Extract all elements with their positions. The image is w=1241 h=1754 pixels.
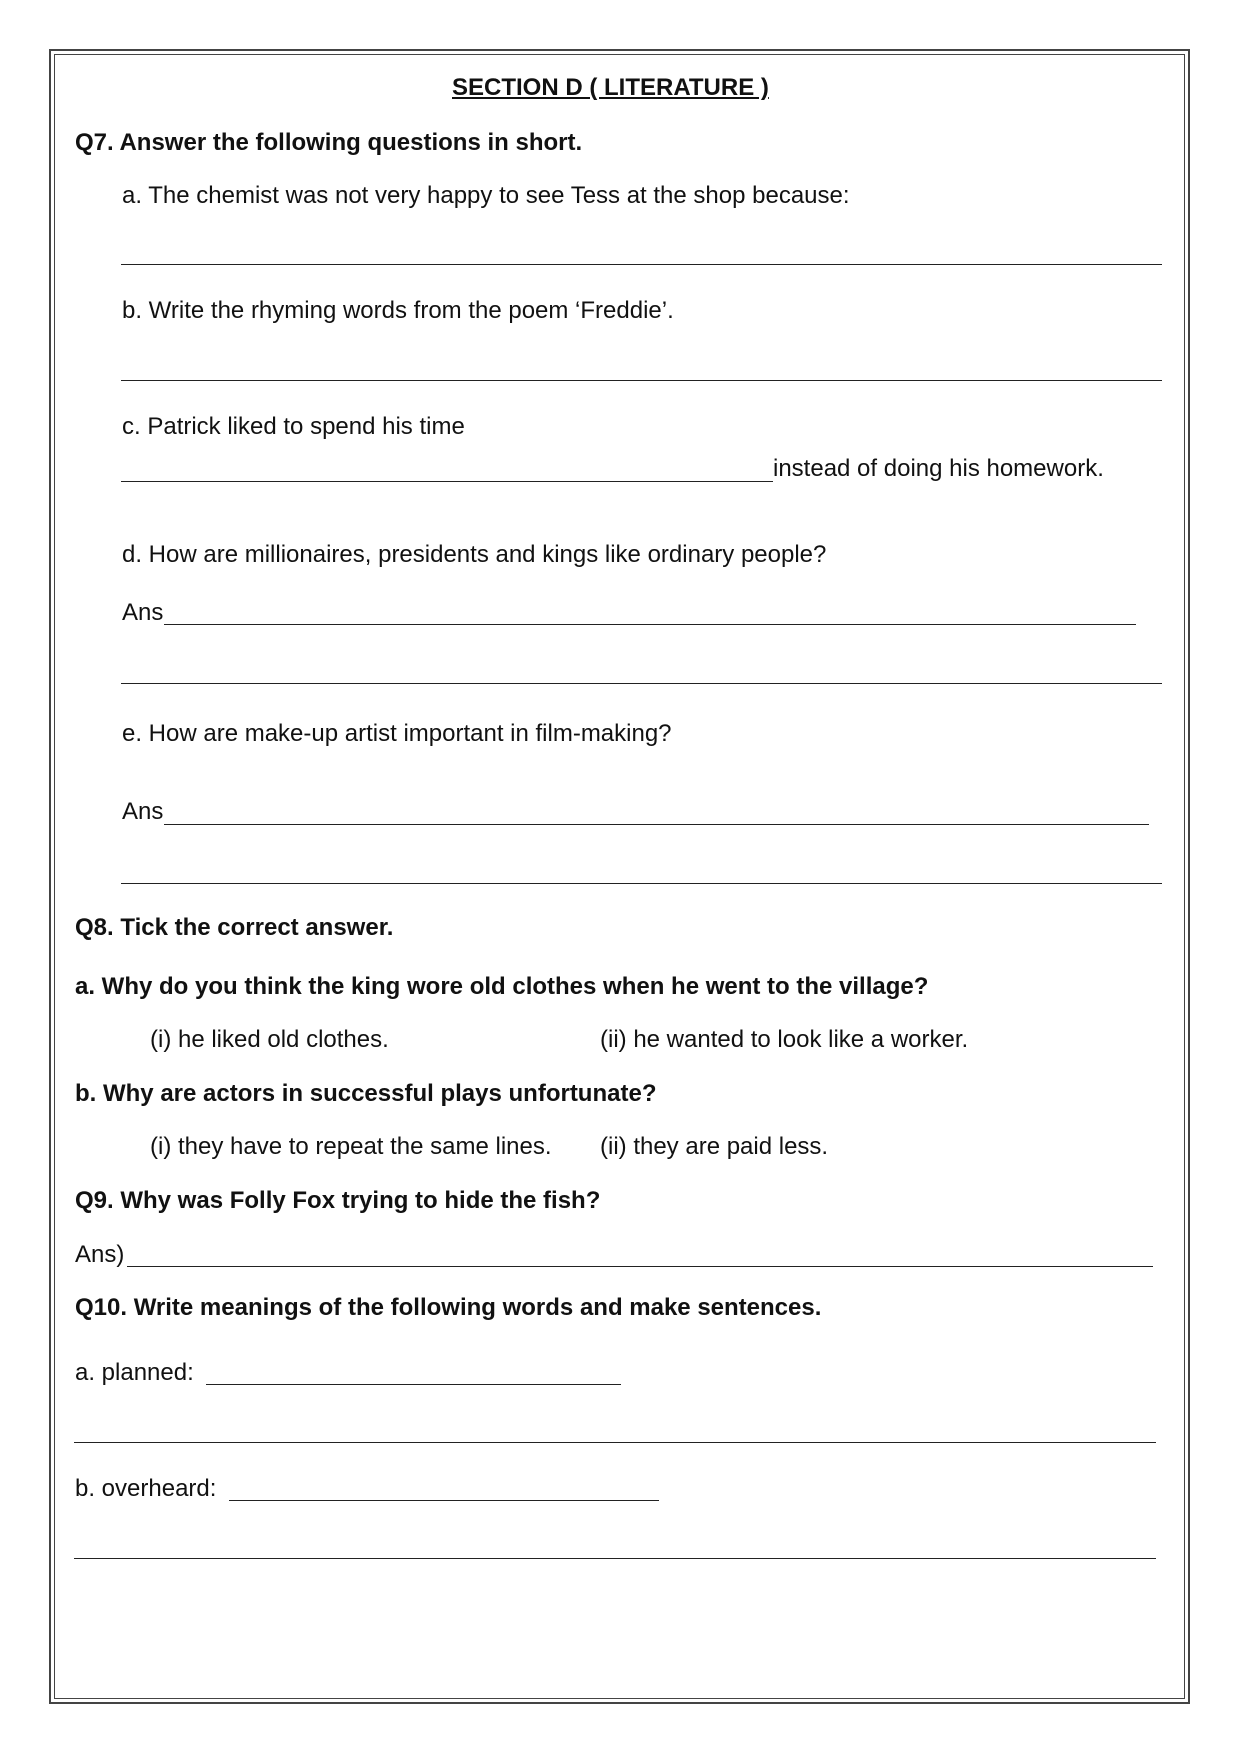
q10-b-sentence-line[interactable] — [74, 1558, 1156, 1559]
q7-heading: Q7. Answer the following questions in short. — [75, 129, 583, 156]
q7-a-question: a. The chemist was not very happy to see Tess at the shop because: — [122, 182, 850, 209]
q7-d-answer-line-1[interactable] — [164, 624, 1136, 625]
q7-e-answer-line-2[interactable] — [121, 883, 1162, 884]
q7-c-question-end: instead of doing his homework. — [773, 455, 1104, 482]
q9-heading: Q9. Why was Folly Fox trying to hide the fish? — [75, 1187, 601, 1214]
q7-e-ans-label: Ans — [122, 798, 164, 825]
q10-a-sentence-line[interactable] — [74, 1442, 1156, 1443]
q10-a-word: a. planned: — [75, 1359, 194, 1386]
q8-a-option-1[interactable]: (i) he liked old clothes. — [150, 1026, 389, 1053]
q8-b-question: b. Why are actors in successful plays unfortunate? — [75, 1080, 657, 1107]
q7-b-question: b. Write the rhyming words from the poem ‘Freddie’. — [122, 297, 674, 324]
q7-a-answer-line[interactable] — [121, 264, 1162, 265]
q7-e-answer-line-1[interactable] — [164, 824, 1149, 825]
q7-b-answer-line[interactable] — [121, 380, 1162, 381]
q10-b-meaning-line[interactable] — [229, 1500, 659, 1501]
q7-d-question: d. How are millionaires, presidents and kings like ordinary people? — [122, 541, 827, 568]
q7-c-blank-line[interactable] — [121, 481, 773, 482]
q8-a-question: a. Why do you think the king wore old clothes when he went to the village? — [75, 973, 929, 1000]
q8-b-option-1[interactable]: (i) they have to repeat the same lines. — [150, 1133, 552, 1160]
q7-e-question: e. How are make-up artist important in film-making? — [122, 720, 672, 747]
q8-a-option-2[interactable]: (ii) he wanted to look like a worker. — [600, 1026, 969, 1053]
q7-d-ans-label: Ans — [122, 599, 164, 626]
q8-b-option-2[interactable]: (ii) they are paid less. — [600, 1133, 829, 1160]
q7-c-question-start: c. Patrick liked to spend his time — [122, 413, 465, 440]
section-title: SECTION D ( LITERATURE ) — [452, 74, 769, 101]
q10-heading: Q10. Write meanings of the following words and make sentences. — [75, 1294, 822, 1321]
q10-a-meaning-line[interactable] — [206, 1384, 621, 1385]
q10-b-word: b. overheard: — [75, 1475, 217, 1502]
q9-answer-line[interactable] — [127, 1266, 1153, 1267]
q9-ans-label: Ans) — [75, 1241, 125, 1268]
q7-d-answer-line-2[interactable] — [121, 683, 1162, 684]
q8-heading: Q8. Tick the correct answer. — [75, 914, 394, 941]
